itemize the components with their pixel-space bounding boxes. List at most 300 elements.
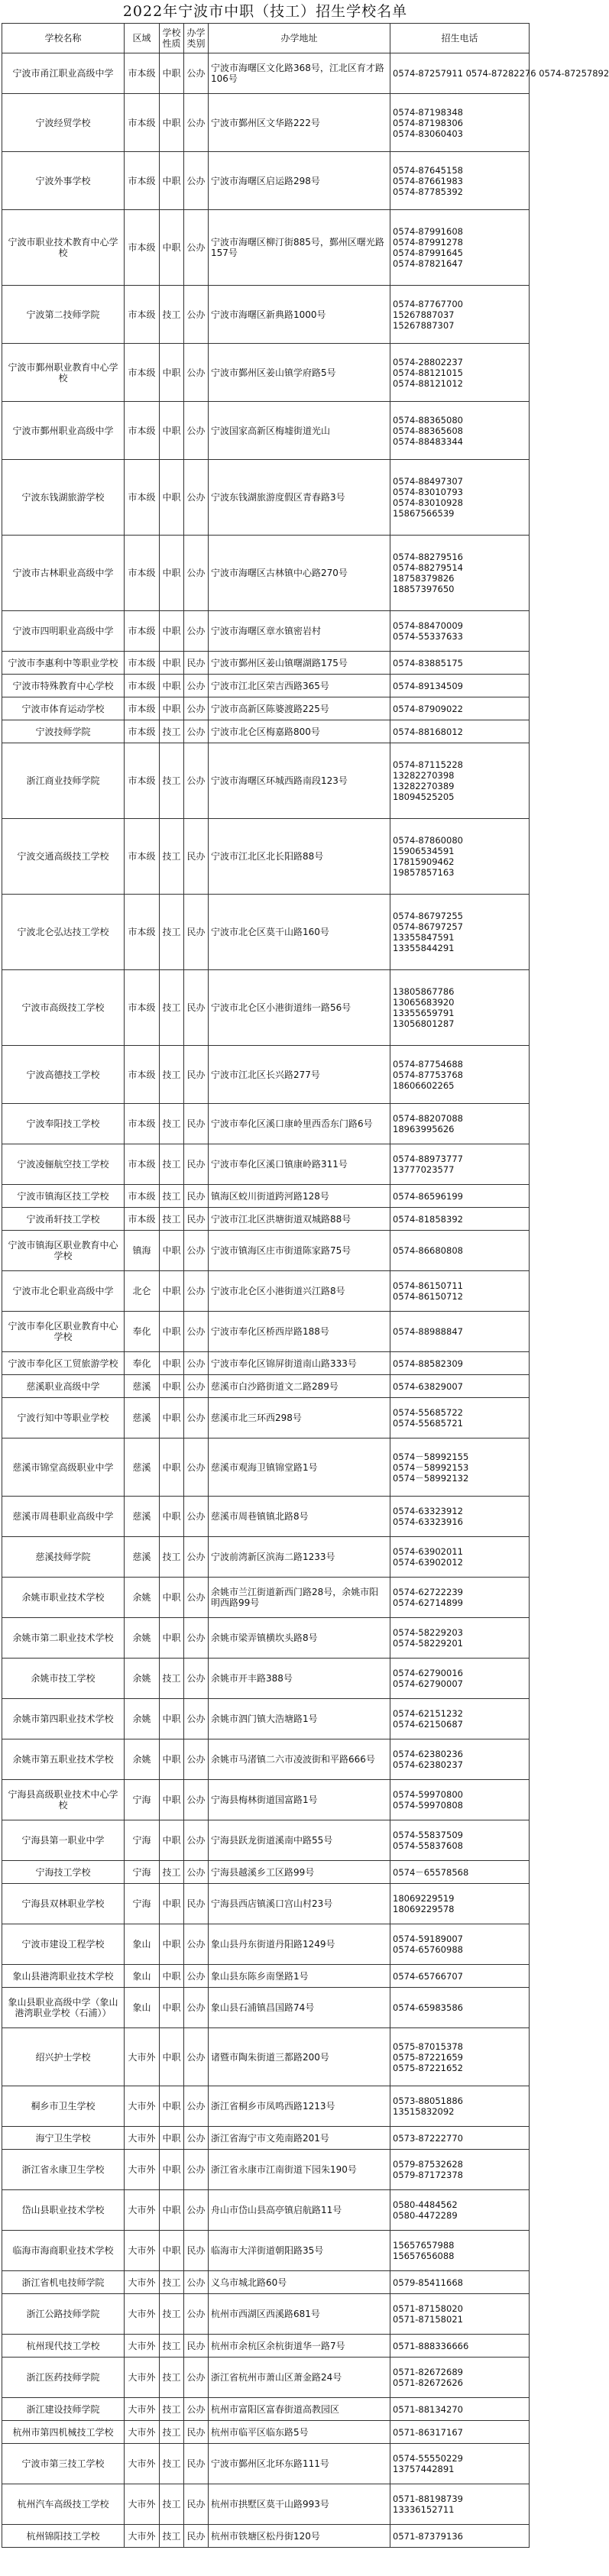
address-cell: 宁波市奉化区桥西岸路188号 [209,1312,390,1352]
school-table [2,23,609,2548]
school-type-cell: 中职 [160,2190,184,2231]
school-nature-cell: 公办 [184,1438,209,1497]
address-cell: 镇海区蛟川街道跨河路128号 [209,1185,390,1208]
region-cell: 大市外 [125,2028,160,2086]
phone-number: 0574-86797257 [393,921,463,932]
school-type-cell: 技工 [160,1537,184,1578]
school-type-cell: 中职 [160,1988,184,2028]
school-nature-cell: 公办 [184,2271,209,2294]
school-type-cell: 技工 [160,1208,184,1231]
header-phone: 招生电话 [390,24,530,53]
phone-number: 13065683920 [393,997,455,1008]
address-cell: 杭州市铁塘区松丹街120号 [209,2525,390,2548]
table-row [2,720,530,743]
phone-number: 0574-86150711 [393,1280,463,1291]
school-nature-cell: 公办 [184,1578,209,1618]
table-row [2,2231,530,2271]
phone-number: 0574-65766707 [393,1970,463,1982]
phone-number: 0571-888336666 [393,2340,469,2351]
phone-cell [390,210,530,286]
school-type-cell: 中职 [160,2150,184,2190]
address-cell: 杭州市临平区临东路5号 [209,2421,390,2444]
region-cell: 镇海 [125,1231,160,1271]
school-name-cell: 余姚市第四职业技术学校 [2,1699,125,1739]
table-row [2,1578,530,1618]
phone-number: 0580-4484562 [393,2199,458,2210]
school-nature-cell: 公办 [184,675,209,697]
phone-cell [390,611,530,652]
phone-cell [390,1988,530,2028]
phone-cell [390,652,530,675]
school-type-cell: 技工 [160,2525,184,2548]
phone-cell [390,1398,530,1438]
address-cell: 杭州市西湖区西溪路681号 [209,2294,390,2335]
school-type-cell: 中职 [160,460,184,536]
phone-number: 0574-87785392 [393,186,463,197]
school-type-cell: 中职 [160,1231,184,1271]
region-cell: 市本级 [125,286,160,344]
table-row [2,2271,530,2294]
school-nature-cell: 公办 [184,536,209,611]
school-name-cell: 宁波市镇海区技工学校 [2,1185,125,1208]
school-name-cell: 慈溪技师学院 [2,1537,125,1578]
school-nature-cell: 公办 [184,1780,209,1820]
school-name-cell: 宁波市建设工程学校 [2,1924,125,1965]
phone-number: 0574-65760988 [393,1944,463,1955]
school-name-cell: 浙江医药技师学院 [2,2358,125,2398]
region-cell: 慈溪 [125,1438,160,1497]
region-cell: 大市外 [125,2271,160,2294]
phone-number: 0574-28802237 [393,356,463,367]
school-nature-cell: 公办 [184,2150,209,2190]
region-cell: 大市外 [125,2294,160,2335]
phone-number: 18963995626 [393,1124,455,1134]
address-cell: 浙江省桐乡市凤鸣西路1213号 [209,2086,390,2127]
school-name-cell: 余姚市第五职业技术学校 [2,1739,125,1780]
address-cell: 宁波市海曙区启运路298号 [209,152,390,210]
region-cell: 大市外 [125,2398,160,2421]
phone-cell [390,1271,530,1312]
phone-number: 0574-83060403 [393,128,463,139]
region-cell: 市本级 [125,1144,160,1185]
phone-number: 18069229519 [393,1893,455,1904]
school-nature-cell: 民办 [184,970,209,1046]
phone-number: 13282270398 [393,770,455,781]
phone-number: 0574-88470009 [393,620,463,631]
region-cell: 宁海 [125,1884,160,1924]
table-row [2,1185,530,1208]
address-cell: 宁波市鄞州区姜山镇曙湖路175号 [209,652,390,675]
school-nature-cell: 民办 [184,2444,209,2484]
region-cell: 大市外 [125,2335,160,2358]
phone-number: 0571-86317167 [393,2426,463,2438]
school-type-cell: 中职 [160,152,184,210]
region-cell: 市本级 [125,1104,160,1144]
school-nature-cell: 公办 [184,2190,209,2231]
table-row [2,1924,530,1965]
phone-number: 0574-62790016 [393,1668,463,1678]
school-nature-cell: 民办 [184,2335,209,2358]
phone-number: 0574-88168012 [393,726,463,737]
phone-cell [390,2231,530,2271]
table-row [2,1497,530,1537]
school-type-cell: 中职 [160,1438,184,1497]
school-nature-cell: 民办 [184,2231,209,2271]
phone-cell [390,1438,530,1497]
school-type-cell: 技工 [160,2358,184,2398]
region-cell: 市本级 [125,652,160,675]
phone-number: 0574-86150712 [393,1291,463,1302]
phone-cell [390,1965,530,1988]
school-name-cell: 桐乡市卫生学校 [2,2086,125,2127]
school-type-cell: 技工 [160,895,184,970]
school-name-cell: 宁波市甬江职业高级中学 [2,53,125,94]
school-name-cell: 宁海县高级职业技术中心学校 [2,1780,125,1820]
address-cell: 象山县东陈乡南堡路1号 [209,1965,390,1988]
phone-number: 13757442891 [393,2464,455,2474]
school-nature-cell: 公办 [184,2028,209,2086]
phone-number: 0574-88279516 [393,552,463,562]
address-cell: 宁海县跃龙街道溪南中路55号 [209,1820,390,1861]
phone-number: 13336152711 [393,2504,455,2515]
school-type-cell: 中职 [160,1699,184,1739]
phone-cell [390,2484,530,2525]
phone-cell [390,1497,530,1537]
phone-cell [390,2398,530,2421]
school-nature-cell: 公办 [184,1537,209,1578]
school-name-cell: 浙江省永康卫生学校 [2,2150,125,2190]
phone-number: 15657656088 [393,2251,455,2261]
school-name-cell: 宁波市高级技工学校 [2,970,125,1046]
address-cell: 慈溪市白沙路街道文二路289号 [209,1375,390,1398]
phone-number: 18069229578 [393,1904,455,1914]
region-cell: 市本级 [125,819,160,895]
phone-number: 0571-88134270 [393,2403,463,2415]
school-nature-cell: 公办 [184,1739,209,1780]
school-type-cell: 中职 [160,697,184,720]
address-cell: 宁波市江北区长兴路277号 [209,1046,390,1104]
phone-number: 0571-87379136 [393,2530,463,2542]
phone-number: 0574-87198348 [393,106,463,118]
address-cell: 宁波市江北区北长阳路88号 [209,819,390,895]
school-name-cell: 宁波市北仑职业高级中学 [2,1271,125,1312]
phone-number: 0574-86680808 [393,1245,463,1256]
address-cell: 浙江省海宁市文苑南路201号 [209,2127,390,2150]
phone-number: 0574-59970800 [393,1789,463,1800]
school-nature-cell: 公办 [184,1820,209,1861]
school-nature-cell: 公办 [184,2358,209,2398]
phone-number: 13355659791 [393,1008,455,1018]
school-type-cell: 中职 [160,402,184,460]
table-row [2,611,530,652]
table-row [2,2421,530,2444]
region-cell: 北仑 [125,1271,160,1312]
school-type-cell: 中职 [160,1578,184,1618]
school-name-cell: 杭州锦阳技工学校 [2,2525,125,2548]
phone-number: 0574-87821647 [393,258,463,269]
phone-number: 18857397650 [393,584,455,594]
school-nature-cell: 公办 [184,743,209,819]
address-cell: 余姚市梁弄镇横坎头路8号 [209,1618,390,1659]
school-nature-cell: 公办 [184,1312,209,1352]
school-name-cell: 宁波市体育运动学校 [2,697,125,720]
phone-number: 0574-87909022 [393,703,463,714]
school-name-cell: 临海市海商职业技术学校 [2,2231,125,2271]
region-cell: 大市外 [125,2190,160,2231]
school-type-cell: 中职 [160,1965,184,1988]
table-row [2,895,530,970]
phone-number: 0574-63829007 [393,1380,463,1392]
phone-number: 0574-88121015 [393,367,463,378]
phone-number: 0574-89134509 [393,680,463,691]
school-nature-cell: 公办 [184,152,209,210]
phone-number: 0574-87991645 [393,248,463,258]
phone-cell [390,2294,530,2335]
school-type-cell: 中职 [160,1780,184,1820]
phone-cell [390,720,530,743]
table-row [2,1375,530,1398]
school-type-cell: 技工 [160,2398,184,2421]
school-nature-cell: 公办 [184,2127,209,2150]
address-cell: 宁波市海曙区环城西路南段123号 [209,743,390,819]
phone-number: 15267887307 [393,319,455,331]
school-type-cell: 中职 [160,2086,184,2127]
school-nature-cell: 公办 [184,1375,209,1398]
school-name-cell: 宁波第二技师学院 [2,286,125,344]
region-cell: 市本级 [125,697,160,720]
school-type-cell: 技工 [160,720,184,743]
phone-number: 0574－58992155 [393,1451,469,1462]
region-cell: 市本级 [125,675,160,697]
school-nature-cell: 公办 [184,720,209,743]
school-name-cell: 宁波技师学院 [2,720,125,743]
phone-cell [390,1820,530,1861]
phone-cell [390,2335,530,2358]
table-row [2,344,530,402]
school-nature-cell: 公办 [184,1271,209,1312]
phone-number: 0574-87198306 [393,117,463,128]
phone-cell [390,1185,530,1208]
school-nature-cell: 公办 [184,2086,209,2127]
school-type-cell: 中职 [160,1398,184,1438]
region-cell: 宁海 [125,1780,160,1820]
phone-cell [390,1104,530,1144]
table-row [2,94,530,152]
school-name-cell: 宁波市鄞州职业高级中学 [2,402,125,460]
school-type-cell: 技工 [160,286,184,344]
phone-number: 13355847591 [393,932,455,943]
school-type-cell: 中职 [160,2028,184,2086]
phone-cell [390,1312,530,1352]
phone-number: 0571-82672689 [393,2367,463,2377]
phone-number: 0574-63902012 [393,1557,463,1568]
phone-number: 0574-55685721 [393,1418,463,1429]
school-nature-cell: 民办 [184,1104,209,1144]
school-name-cell: 浙江商业技师学院 [2,743,125,819]
table-row [2,743,530,819]
region-cell: 象山 [125,1988,160,2028]
school-type-cell: 中职 [160,53,184,94]
region-cell: 市本级 [125,1046,160,1104]
phone-number: 19857857163 [393,867,455,878]
address-cell: 宁海县西店镇溪口宫山村23号 [209,1884,390,1924]
school-name-cell: 余姚市第二职业技术学校 [2,1618,125,1659]
table-row [2,652,530,675]
phone-cell [390,2444,530,2484]
region-cell: 市本级 [125,402,160,460]
phone-number: 0574-87860080 [393,835,463,846]
phone-cell [390,1375,530,1398]
school-name-cell: 宁波市职业技术教育中心学校 [2,210,125,286]
phone-number: 15657657988 [393,2240,455,2251]
school-type-cell: 中职 [160,1497,184,1537]
school-nature-cell: 公办 [184,344,209,402]
phone-number: 0580-4472289 [393,2210,458,2221]
phone-number: 0574-88365608 [393,425,463,436]
phone-number: 0571-88198739 [393,2493,463,2504]
phone-number: 0574-55685722 [393,1407,463,1418]
phone-cell [390,2421,530,2444]
school-type-cell: 技工 [160,2444,184,2484]
school-nature-cell: 公办 [184,2294,209,2335]
phone-number: 0573-87222770 [393,2132,463,2144]
phone-cell [390,1231,530,1271]
school-nature-cell: 民办 [184,2484,209,2525]
school-nature-cell: 公办 [184,1988,209,2028]
phone-number: 0574-88365080 [393,414,463,426]
phone-cell [390,675,530,697]
phone-number: 0575-87221659 [393,2051,463,2063]
region-cell: 市本级 [125,536,160,611]
phone-number: 0574-87257911 0574-87282276 0574-87257892 [393,68,609,79]
phone-number: 0574-62150687 [393,1719,463,1730]
table-row [2,819,530,895]
table-row [2,1965,530,1988]
school-type-cell: 中职 [160,1820,184,1861]
table-row [2,286,530,344]
school-name-cell: 慈溪职业高级中学 [2,1375,125,1398]
table-row [2,460,530,536]
table-row [2,2127,530,2150]
table-row [2,1438,530,1497]
phone-number: 0574-62714899 [393,1597,463,1608]
address-cell: 宁海县越溪乡工区路99号 [209,1861,390,1884]
address-cell: 宁波市鄞州区姜山镇学府路5号 [209,344,390,402]
school-name-cell: 宁波北仑弘达技工学校 [2,895,125,970]
address-cell: 慈溪市观海卫镇锦堂路1号 [209,1438,390,1497]
region-cell: 宁海 [125,1861,160,1884]
phone-number: 0574-63323916 [393,1516,463,1527]
school-type-cell: 技工 [160,1046,184,1104]
address-cell: 余姚市开丰路388号 [209,1659,390,1699]
address-cell: 象山县石浦镇昌国路74号 [209,1988,390,2028]
address-cell: 宁波市海曙区古林镇中心路270号 [209,536,390,611]
region-cell: 市本级 [125,210,160,286]
phone-cell [390,2525,530,2548]
school-name-cell: 象山县职业高级中学（象山港湾职业学校（石浦）） [2,1988,125,2028]
school-type-cell: 技工 [160,970,184,1046]
region-cell: 市本级 [125,720,160,743]
phone-number: 0574-88483344 [393,435,463,447]
school-nature-cell: 公办 [184,1965,209,1988]
phone-number: 0575-87015378 [393,2040,463,2052]
address-cell: 宁波前湾新区滨海二路1233号 [209,1537,390,1578]
phone-cell [390,2150,530,2190]
region-cell: 宁海 [125,1820,160,1861]
phone-cell [390,1046,530,1104]
table-body [2,53,609,2548]
phone-number: 18606602265 [393,1079,455,1091]
region-cell: 市本级 [125,743,160,819]
school-name-cell: 余姚市技工学校 [2,1659,125,1699]
region-cell: 大市外 [125,2444,160,2484]
school-nature-cell: 公办 [184,1699,209,1739]
school-type-cell: 技工 [160,2271,184,2294]
phone-number: 0573-88051886 [393,2095,463,2106]
school-type-cell: 中职 [160,1352,184,1375]
address-cell: 诸暨市陶朱街道三都路200号 [209,2028,390,2086]
address-cell: 宁波市奉化区溪口镇康岭路311号 [209,1144,390,1185]
school-type-cell: 技工 [160,1659,184,1699]
phone-number: 0574-86596199 [393,1190,463,1202]
table-header-row [2,24,530,53]
header-address: 办学地址 [209,24,390,53]
school-name-cell: 象山县港湾职业技术学校 [2,1965,125,1988]
address-cell: 宁波东钱湖旅游度假区青春路3号 [209,460,390,536]
region-cell: 奉化 [125,1352,160,1375]
school-name-cell: 宁海县第一职业中学 [2,1820,125,1861]
school-type-cell: 中职 [160,652,184,675]
phone-number: 0574-83010793 [393,487,463,497]
phone-cell [390,1739,530,1780]
phone-cell [390,1618,530,1659]
region-cell: 市本级 [125,460,160,536]
school-type-cell: 技工 [160,1185,184,1208]
region-cell: 市本级 [125,53,160,94]
phone-number: 0574-63902011 [393,1546,463,1557]
region-cell: 大市外 [125,2421,160,2444]
address-cell: 余姚市泗门镇大浩塘路1号 [209,1699,390,1739]
phone-cell [390,536,530,611]
school-nature-cell: 民办 [184,2525,209,2548]
phone-number: 0574-83010928 [393,497,463,508]
school-nature-cell: 公办 [184,611,209,652]
table-row [2,675,530,697]
school-name-cell: 余姚市职业技术学校 [2,1578,125,1618]
address-cell: 宁波市奉化区锦屏街道南山路333号 [209,1352,390,1375]
school-nature-cell: 民办 [184,1208,209,1231]
school-nature-cell: 公办 [184,1231,209,1271]
school-name-cell: 宁波高德技工学校 [2,1046,125,1104]
address-cell: 宁波市镇海区庄市街道陈家路75号 [209,1231,390,1271]
phone-number: 0574-87115228 [393,759,463,770]
table-row [2,1988,530,2028]
phone-number: 13355844291 [393,943,455,953]
school-type-cell: 中职 [160,1375,184,1398]
address-cell: 临海市大洋街道朝阳路35号 [209,2231,390,2271]
school-nature-cell: 公办 [184,697,209,720]
school-nature-cell: 民办 [184,1144,209,1185]
table-row [2,1820,530,1861]
header-school-name: 学校名称 [2,24,125,53]
address-cell: 余姚市马渚镇二六市凌波街和平路666号 [209,1739,390,1780]
school-name-cell: 慈溪市锦堂高级职业中学 [2,1438,125,1497]
table-row [2,2444,530,2484]
address-cell: 浙江省杭州市萧山区萧金路24号 [209,2358,390,2398]
region-cell: 市本级 [125,94,160,152]
school-type-cell: 中职 [160,344,184,402]
region-cell: 余姚 [125,1618,160,1659]
